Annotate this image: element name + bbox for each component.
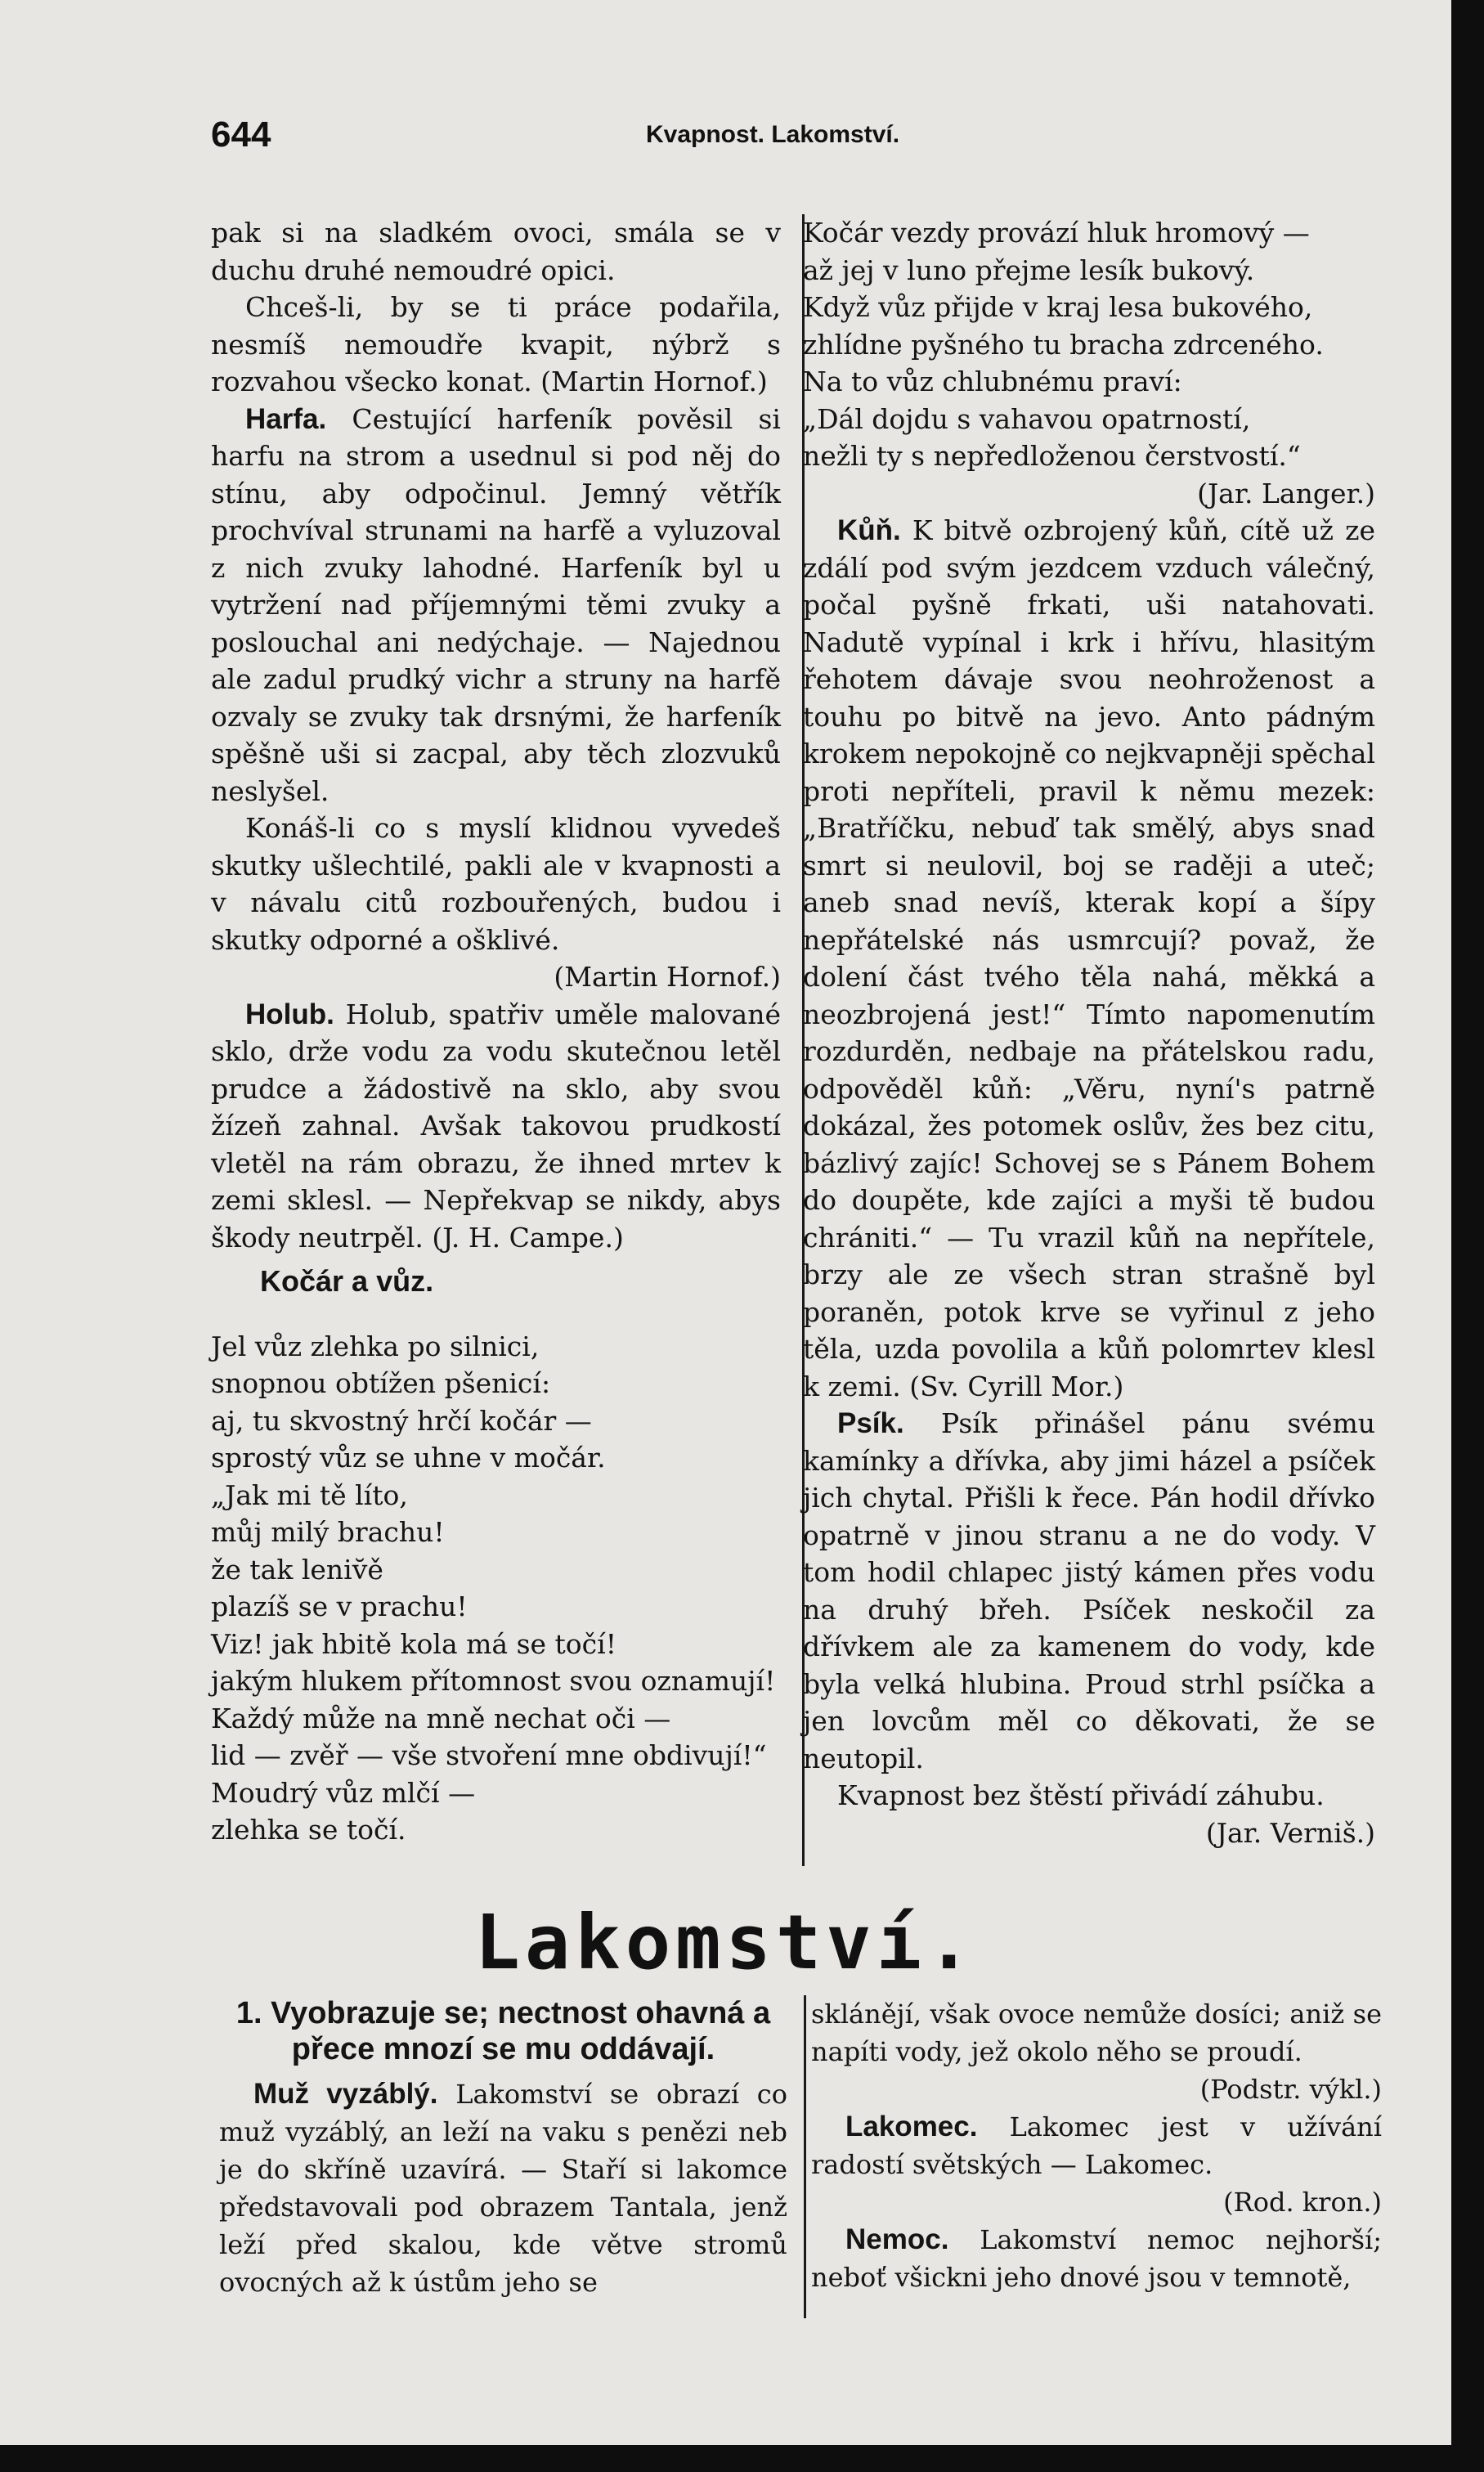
keyword: Lakomec. [845,2111,978,2142]
running-title: Kvapnost. Lakomství. [646,121,900,148]
paragraph-lakomec: Lakomec. Lakomec jest v užívání radostí světských — Lakomec. [811,2111,1382,2180]
poem-line: Moudrý vůz mlčí — [211,1776,476,1809]
paragraph-muz: Muž vyzáblý. Lakomství se obrazí co muž vyzáblý, an leží na vaku s penězi neb je do skříně uzavírá. — Staří si lakomce představovali pod obrazem Tantala, jenž leží před skalou, kde větve stromů ovocných až k ústům jeho se [219,2078,787,2298]
paragraph: Chceš-li, by se ti práce podařila, nesmíš nemoudře kvapit, nýbrž s rozvahou všecko konat. (Martin Hornof.) [211,291,781,397]
source-citation: (Podstr. výkl.) [1199,2074,1382,2105]
fable-psik: Psík. Psík přinášel pánu svému kamínky a dřívka, aby jimi házel a psíček jich chytal. Přišli k řece. Pán hodil dřívko opatrně v jinou stranu a ne do vody. V tom hodil chlapec jistý kámen přes vodu na druhý břeh. Psíček neskočil za dřívkem ale za kamenem do vody, kde byla velká hlubina. Proud strhl psíčka a jen lovcům měl co děkovati, že se neutopil. [803,1407,1375,1774]
poem-line: můj milý brachu! [211,1516,445,1548]
paragraph: pak si na sladkém ovoci, smála se v duchu druhé nemoudré opici. [211,217,781,286]
poem-line: Každý může na mně nechat oči — [211,1702,671,1734]
column-divider [804,1995,806,2318]
poem-line: sprostý vůz se uhne v močár. [211,1442,606,1474]
poem [211,1328,781,1849]
top-left-column [211,214,781,1849]
moral: Kvapnost bez štěstí přivádí záhubu. [837,1779,1325,1811]
paragraph-nemoc: Nemoc. Lakomství nemoc nejhorší; neboť všickni jeho dnové jsou v temnotě, [811,2223,1382,2293]
poem-line: že tak leniv̆ě [211,1553,383,1586]
fable-holub: Holub. Holub, spatřiv uměle malované sklo, drže vodu za vodu skutečnou letěl prudce a žádostivě na sklo, aby svou žízeň zahnal. Avšak takovou prudkostí vletěl na rám obrazu, že ihned mrtev k zemi sklesl. — Nepřekvap se nikdy, abys škody neutrpěl. (J. H. Campe.) [211,998,781,1254]
poem-line: Na to vůz chlubnému praví: [803,366,1182,397]
poem-line: aj, tu skvostný hrčí kočár — [211,1404,592,1437]
poem-line: Viz! jak hbitě kola má se točí! [211,1627,616,1660]
poem-line: Jel vůz zlehka po silnici, [211,1330,540,1362]
poem-line: Kočár vezdy provází hluk hromový — [803,217,1310,249]
keyword: Muž vyzáblý. [253,2078,438,2110]
poem-line: plazíš se v prachu! [211,1590,468,1622]
poem-title: Kočár a vůz. [260,1264,434,1298]
poem-line: „Jak mi tě líto, [211,1478,408,1511]
source-citation: (Jar. Verniš.) [1205,1816,1375,1849]
poem-line: až jej v luno přejme lesík bukový. [803,253,1255,286]
poem-line: nežli ty s nepředloženou čerstvostí.“ [803,440,1301,472]
source-citation: (Jar. Langer.) [1197,477,1375,509]
poem-continuation [803,214,1375,475]
paragraph: Konáš-li co s myslí klidnou vyvedeš skutky ušlechtilé, pakli ale v kvapnosti a v návalu citů rozbouřených, budou i skutky odporné a ošklivé. [211,812,781,956]
keyword: Psík. [837,1407,904,1439]
source-citation: (Rod. kron.) [1223,2187,1382,2218]
keyword: Kůň. [837,514,901,546]
keyword: Holub. [245,998,334,1030]
poem-line: Když vůz přijde v kraj lesa bukového, [803,291,1313,323]
poem-line: zhlídne pyšného tu bracha zdrceného. [803,328,1324,361]
poem-line: lid — zvěř — vše stvoření mne obdivují!“ [211,1739,767,1771]
poem-line: snopnou obtížen pšenicí: [211,1367,551,1399]
page-number: 644 [211,114,271,155]
top-right-column [803,214,1375,1851]
keyword: Harfa. [245,402,327,435]
poem-line: zlehka se točí. [211,1814,406,1846]
poem-line: „Dál dojdu s vahavou opatrností, [803,402,1251,435]
keyword: Nemoc. [845,2223,949,2255]
fable-kun: Kůň. K bitvě ozbrojený kůň, cítě už ze zdálí pod svým jezdcem vzduch válečný, počal pyšně frkati, uši natahovati. Nadutě vypínal i krk i hřívu, hlasitým řehotem dávaje svou neohroženost a touhu po bitvě na jevo. Anto pádným krokem nepokojně co nejkvapněji spěchal proti nepříteli, pravil k němu mezek: „Bratříčku, nebuď tak smělý, abys snad smrt si neulovil, boj se raději a uteč; aneb snad nevíš, kterak kopí a šípy nepřátelské nás usmrcují? považ, že dolení část tvého těla nahá, měkká a neozbrojená jest!“ Tímto napomenutím rozdurděn, nedbaje na přátelskou radu, odpověděl kůň: „Věru, nyní's patrně dokázal, žes potomek oslův, žes bez citu, bázlivý zajíc! Schovej se s Pánem Bohem do doupěte, kde zajíci a myši tě budou chrániti.“ — Tu vrazil kůň na nepřítele, brzy ale ze všech stran strašně byl poraněn, potok krve se vyřinul z jeho těla, uzda povolila a kůň polomrtev klesl k zemi. (Sv. Cyrill Mor.) [803,514,1375,1402]
section-heading: 1. Vyobrazuje se; nectnost ohavná a přece mnozí se mu oddávají. [235,1996,771,2066]
paragraph: sklánějí, však ovoce nemůže dosíci; aniž se napíti vody, jež okolo něho se proudí. [811,1999,1382,2067]
poem-line: jakým hlukem přítomnost svou oznamují! [211,1665,776,1697]
fable-harfa: Harfa. Cestující harfeník pověsil si harfu na strom a usednul si pod něj do stínu, aby odpočinul. Jemný větřík prochvíval strunami na harfě a vyluzoval z nich zvuky lahodné. Harfeník byl u vytržení nad příjemnými těmi zvuky a poslouchal ani nedýchaje. — Najednou ale zadul prudký vichr a struny na harfě ozvaly se zvuky tak drsnými, že harfeník spěšně uši si zacpal, aby těch zlozvuků neslyšel. [211,402,781,807]
bottom-right-column [811,1995,1382,2296]
source-citation: (Martin Hornof.) [554,961,781,993]
bottom-left-column [219,1995,787,2301]
section-title: Lakomství. [474,1899,977,1986]
